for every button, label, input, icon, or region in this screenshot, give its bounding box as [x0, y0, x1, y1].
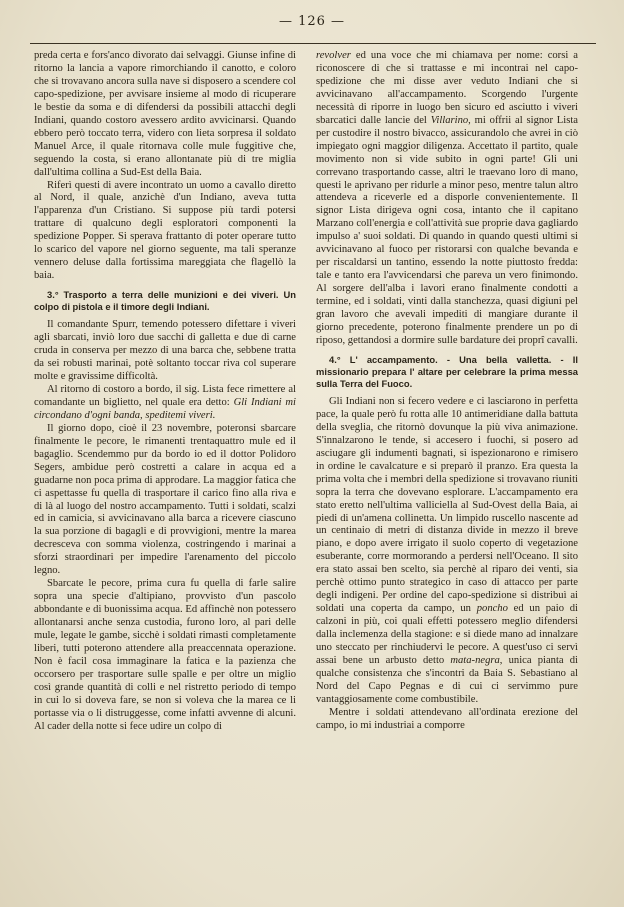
paragraph-text: , mi offrii al signor Lista per custodire il nostro bivacco, assicurandolo che avrei in ciò impiegato ogni maggior diligenza. Accettato il partito, quale movimento non si vide subito in ogni parte! Gli uni correvano trasportando casse, altri le traevano loro di mano, questi le aprivano per ridurle a minor peso, mentre talun altro attendeva a riceverle ed a disporle convenientemente. Il signor Lista dirigeva ogni cosa, intanto che il capitano Marzano coll'energia e coll'attività sue proprie dava gagliardo impulso a' suoi soldati. Di quando in quando questi ultimi si avvicinavano al fuoco per ristorarsi con qualche bevanda e per riscaldarsi un tantino, essendo la notte piuttosto fredda: tale e tanto era l'avvicendarsi che pareva un vero finimondo. Al sorgere dell'alba i lavori erano finalmente condotti a termine, ed i soldati, vinti dalla stanchezza, quasi digiuni pel gran lavoro che avevali impediti di mangiare durante il giorno precedente, poterono finalmente prendere un po di riposo, gettandosi a dormire sulle bardature dei proprî cavalli. — [316, 114, 578, 346]
paragraph: Sbarcate le pecore, prima cura fu quella di farle salire sopra una specie d'altipiano, provvisto d'un pascolo abbondante e di buonissima acqua. Ed affinchè non potessero allontanarsi anche senza custodia, furono loro, al pari delle mule, legate le gambe, sicchè i soldati rimasti completamente liberi, tutti poterono attendere alla preaccennata operazione. Non è facil cosa immaginare la fatica e la pazienza che occorsero per trasportare sulle spalle e per oltre un miglio così grande quantità di colli e nel ristretto periodo di tempo in cui lo si doveva fare, se non si voleva che la marea ce li portasse via o li distruggesse, come infatti avvenne di alcuni. Al cader della notte si fece udire un colpo di — [34, 578, 296, 732]
paragraph — [34, 384, 296, 423]
italic-term: poncho — [476, 603, 508, 615]
paragraph-text: , unica pianta di qualche consistenza che s'incontri da Baia S. Sebastiano al Nord del Capo Pegnas e di cui ci servimmo pure vantaggiosamente come combustibile. — [316, 654, 578, 705]
page-number: — 126 — — [278, 14, 346, 29]
paragraph: Il comandante Spurr, temendo potessero difettare i viveri agli sbarcati, inviò loro due sacchi di galletta e due di carne cruda in conserva per mezzo di una barca che, sebbene tratta da sei robusti marinai, potè soltanto toccar riva col superare molte e gravissime difficoltà. — [34, 319, 296, 382]
header-rule — [30, 43, 596, 44]
paragraph-text: Al ritorno di costoro a bordo, il sig. Lista fece rimettere al comandante un biglietto, nel quale era detto: — [34, 383, 296, 408]
paragraph — [316, 396, 578, 707]
section-heading: 4.° L' accampamento. - Una bella valletta. - Il missionario prepara l' altare per celebrare la prima messa sulla Terra del Fuoco. — [316, 353, 578, 389]
section-heading: 3.° Trasporto a terra delle munizioni e dei viveri. Un colpo di pistola e il timore degli Indiani. — [34, 289, 296, 313]
paragraph-text: ed una voce che mi chiamava per nome: corsi a riconoscere di che si trattasse e mi incontrai nel capo-spedizione che mi disse aver veduto Indiani che si avvicinavano all'accampamento. Scorgendo l'urgente necessità di riporre in luogo ben sicuro ed asciutto i viveri sbarcatici dalle lancie del — [316, 50, 578, 126]
paragraph-text: ed un paio di calzoni in più, coi quali effetti potessero meglio difendersi dalla inclemenza della stagione: e si diede mano ad innalzare uno steccato per rinchiudervi le pecore. A quest'uso ci servì assai bene un arbusto detto — [316, 603, 578, 666]
italic-term: mata-negra — [450, 654, 500, 666]
paragraph: Mentre i soldati attendevano all'ordinata erezione del campo, io mi industriai a comporre — [316, 706, 578, 731]
paragraph: Il giorno dopo, cioè il 23 novembre, poteronsi sbarcare finalmente le pecore, le rimanenti trentaquattro mule ed il bagaglio. Scendemmo pur da bordo io ed il dottor Polidoro Segers, ambidue però costretti a calare in acqua ed a guadarne non poca prima di approdare. La maggior fatica che ci aspettasse fu quella di trasportare il carico fino alla riva e di là al luogo del nostro accampamento. Tutti i soldati, scalzi ed in camicia, si avvicinavano alla barca a ricevere ciascuno la sua porzione di bagagli e di provvigioni, mentre la marea decresceva con somma violenza, costringendo i marinai a sforzi straordinari per impedire l'arenamento del piccolo legno. — [34, 422, 296, 577]
left-column — [34, 50, 296, 734]
italic-term: Villarino — [430, 114, 469, 126]
paragraph: preda certa e fors'anco divorato dai selvaggi. Giunse infine di ritorno la lancia a vapore rimorchiando il canotto, e coloro che si trovavano ancora sulla nave si disposero a scendere col capo-spedizione, per avvisare insieme al modo di ricuperare le bestie da soma e di difendersi da possibili attacchi degli Indiani, quando costoro avessero ardito avvicinarsi. Quando ebbero però toccato terra, videro con lieta sorpresa il soldato Manuel Arce, il quale ritornava colle mule fuggitive che, seguendo la costa, si erano allontanate più di tre miglia dall'ultima collina a Sud-Est della Baia. — [34, 50, 296, 178]
paragraph — [316, 50, 578, 348]
paragraph: Riferì questi di avere incontrato un uomo a cavallo diretto al Nord, il quale, anzichè d'un Indiano, aveva tutta l'apparenza d'un Cristiano. Si suppose più tardi potersi trattare di qualcuno degli esploratori componenti la spedizione Popper. Si sperava frattanto di poter operare tutto lo scarico del vapore nel giorno seguente, ma tali speranze vennero deluse dalla fortissima mareggiata che flagellò la baia. — [34, 179, 296, 282]
right-column — [316, 50, 578, 733]
quoted-note: Gli Indiani mi circondano d'ogni banda, speditemi viveri. — [34, 396, 296, 421]
paragraph-text: Gli Indiani non si fecero vedere e ci lasciarono in perfetta pace, la quale però fu rotta alle 10 antimeridiane dalla battuta della sveglia, che ritornò dovunque la più viva animazione. S'innalzarono le tende, si accesero i fuochi, si posero ad asciugare gli indumenti bagnati, si ispezionarono e rimisero in ordine le cavalcature e si preparò il pranzo. Era questa la prima volta che i membri della spedizione si trovavano riuniti sopra la terra che dovevano esplorare. L'accampamento era stato eretto nell'ultima valliciella al Sud-Ovest della Baia, ai piedi di un'amena collinetta. Un limpido ruscello nascente ad un centinaio di metri di distanza divide in mezzo il breve piano, e dopo avere irrigato il suolo coperto di vegetazione esuberante, corre mormorando a perdersi nell'Oceano. Il sito era stato assai ben scelto, sia perchè al riparo dei venti, sia perchè ottimo punto strategico in caso di attacco per parte degli indigeni. Per ordine del capo-spedizione si distribuì ai soldati una coperta da campo, un — [316, 395, 578, 615]
italic-term: revolver — [316, 50, 351, 61]
